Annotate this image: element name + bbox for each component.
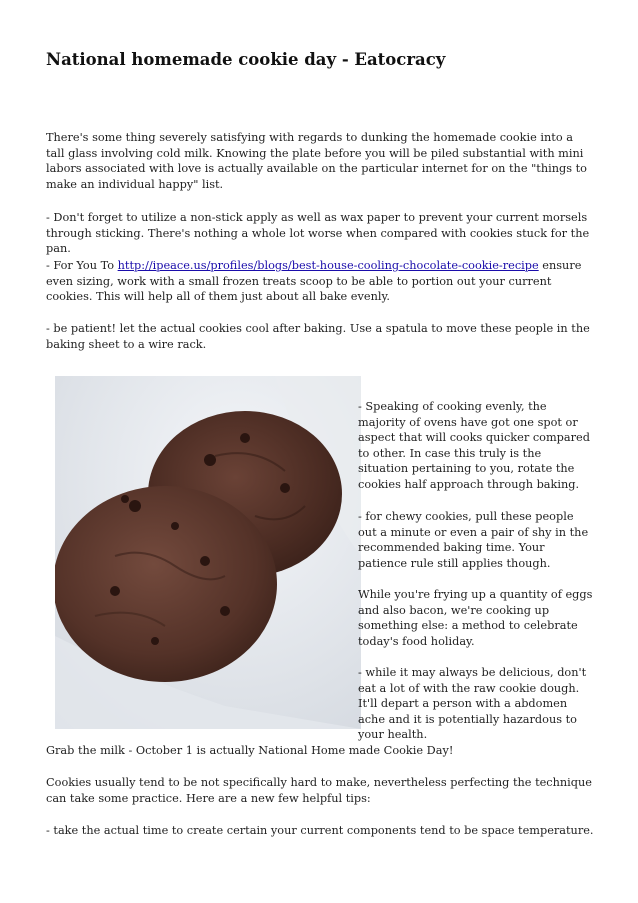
paragraph-tip-patience: - be patient! let the actual cookies cool after baking. Use a spatula to move these people in the baking sheet to a wire rack. [46,322,590,351]
paragraph-tip-scoop: - For You To http://ipeace.us/profiles/blogs/best-house-cooling-chocolate-cookie-recipe ensure even sizing, work with a small frozen treats scoop to be able to portion out your current cookies. This will help all of them just about all bake evenly. [46,259,582,304]
page-title: National homemade cookie day - Eatocracy [46,50,446,69]
paragraph-tip-dough: - while it may always be delicious, don't eat a lot of with the raw cookie dough. It'll depart a person with a abdomen ache and it is potentially hazardous to your health. [358,666,587,742]
cookie-photo [55,376,361,729]
paragraph-tip-nonstick: - Don't forget to utilize a non-stick apply as well as wax paper to prevent your current morsels through sticking. There's nothing a whole lot worse when compared with cookies stuck for the pan. [46,211,590,256]
cookie-photo-graphic [55,376,361,729]
paragraph-tip-temperature: - take the actual time to create certain your current components tend to be space temperature. [46,824,594,837]
paragraph-intro: There's some thing severely satisfying with regards to dunking the homemade cookie into a tall glass involving cold milk. Knowing the plate before you will be piled substantial with mini labors associated with love is actually available on the particular internet for on the "things to make an individual happy" list. [46,131,587,191]
paragraph-practice: Cookies usually tend to be not specifically hard to make, nevertheless perfecting the technique can take some practice. Here are a new few helpful tips: [46,776,592,805]
paragraph-tip-chewy: - for chewy cookies, pull these people out a minute or even a pair of shy in the recommended baking time. Your patience rule still applies though. [358,510,589,570]
paragraph-milk: Grab the milk - October 1 is actually National Home made Cookie Day! [46,744,454,757]
paragraph-holiday: While you're frying up a quantity of eggs and also bacon, we're cooking up something else: a method to celebrate today's food holiday. [358,588,593,648]
paragraph-tip-rotate: - Speaking of cooking evenly, the majority of ovens have got one spot or aspect that will cooks quicker compared to other. In case this truly is the situation pertaining to you, rotate the cookies half approach through baking. [358,400,590,491]
recipe-link[interactable]: http://ipeace.us/profiles/blogs/best-house-cooling-chocolate-cookie-recipe [117,259,539,272]
